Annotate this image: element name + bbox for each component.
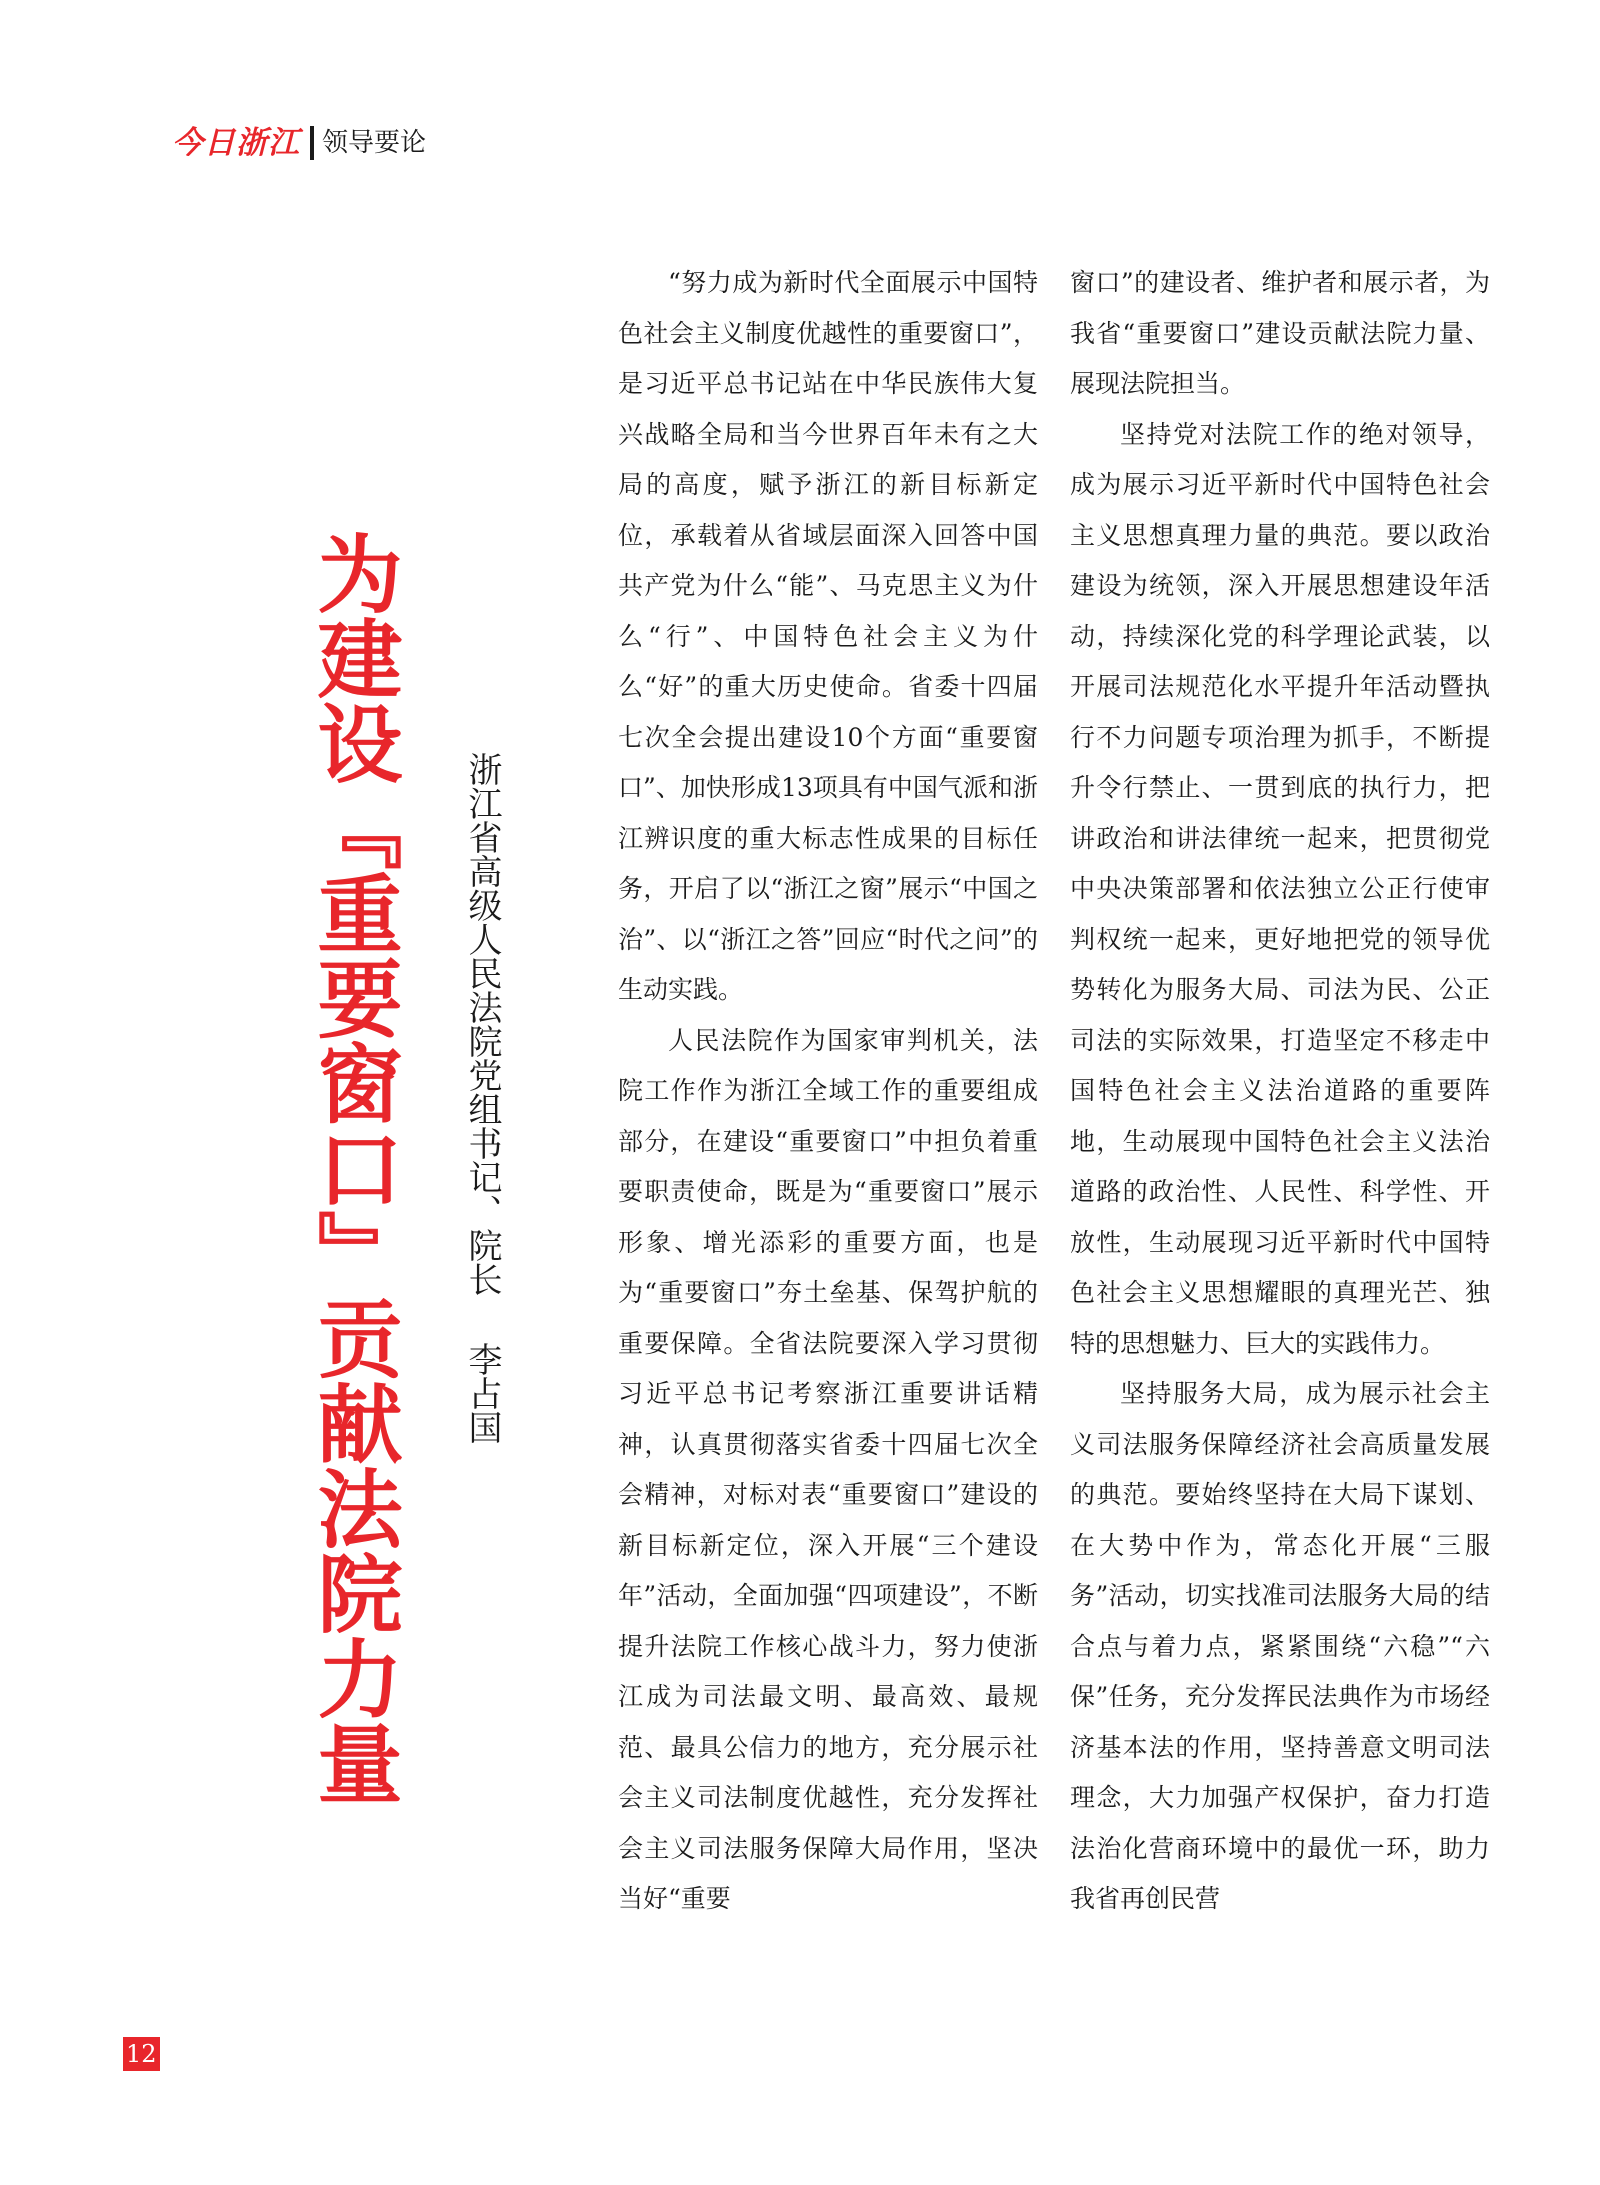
- paragraph: “努力成为新时代全面展示中国特色社会主义制度优越性的重要窗口”，是习近平总书记站在中华民族伟大复兴战略全局和当今世界百年未有之大局的高度，赋予浙江的新目标新定位，承载着从省域层面深入回答中国共产党为什么“能”、马克思主义为什么“行”、中国特色社会主义为什么“好”的重大历史使命。省委十四届七次全会提出建设10个方面“重要窗口”、加快形成13项具有中国气派和浙江辨识度的重大标志性成果的目标任务，开启了以“浙江之窗”展示“中国之治”、以“浙江之答”回应“时代之问”的生动实践。: [618, 268, 1038, 1004]
- page-header: [172, 120, 426, 166]
- article-byline: [452, 752, 512, 1444]
- page-number: 12: [123, 2037, 160, 2071]
- author-role: 浙江省高级人民法院党组书记、院长: [462, 752, 502, 1296]
- author-name: 李占国: [462, 1342, 502, 1444]
- magazine-logo: 今日浙江: [172, 125, 300, 161]
- paragraph: 坚持服务大局，成为展示社会主义司法服务保障经济社会高质量发展的典范。要始终坚持在大局下谋划、在大势中作为，常态化开展“三服务”活动，切实找准司法服务大局的结合点与着力点，紧紧围绕“六稳”“六保”任务，充分发挥民法典作为市场经济基本法的作用，坚持善意文明司法理念，大力加强产权保护，奋力打造法治化营商环境中的最优一环，助力我省再创民营: [1070, 1379, 1490, 1913]
- section-label: 领导要论: [322, 128, 427, 158]
- paragraph: 坚持党对法院工作的绝对领导，成为展示习近平新时代中国特色社会主义思想真理力量的典范。要以政治建设为统领，深入开展思想建设年活动，持续深化党的科学理论武装，以开展司法规范化水平提升年活动暨执行不力问题专项治理为抓手，不断提升令行禁止、一贯到底的执行力，把讲政治和讲法律统一起来，把贯彻党中央决策部署和依法独立公正行使审判权统一起来，更好地把党的领导优势转化为服务大局、司法为民、公正司法的实际效果，打造坚定不移走中国特色社会主义法治道路的重要阵地，生动展现中国特色社会主义法治道路的政治性、人民性、科学性、开放性，生动展现习近平新时代中国特色社会主义思想耀眼的真理光芒、独特的思想魅力、巨大的实践伟力。: [1070, 419, 1490, 1358]
- header-divider: [310, 126, 314, 160]
- body-column-2: [1070, 258, 1490, 1925]
- body-column-1: [618, 258, 1038, 1925]
- paragraph: 人民法院作为国家审判机关，法院工作作为浙江全域工作的重要组成部分，在建设“重要窗口”中担负着重要职责使命，既是为“重要窗口”展示形象、增光添彩的重要方面，也是为“重要窗口”夯土垒基、保驾护航的重要保障。全省法院要深入学习贯彻习近平总书记考察浙江重要讲话精神，认真贯彻落实省委十四届七次全会精神，对标对表“重要窗口”建设的新目标新定位，深入开展“三个建设年”活动，全面加强“四项建设”，不断提升法院工作核心战斗力，努力使浙江成为司法最文明、最高效、最规范、最具公信力的地方，充分展示社会主义司法制度优越性，充分发挥社会主义司法服务保障大局作用，坚决当好“重要: [618, 1025, 1038, 1913]
- paragraph-continued: 窗口”的建设者、维护者和展示者，为我省“重要窗口”建设贡献法院力量、展现法院担当。: [1070, 268, 1490, 398]
- article-title: 为建设『重要窗口』贡献法院力量: [303, 530, 402, 1805]
